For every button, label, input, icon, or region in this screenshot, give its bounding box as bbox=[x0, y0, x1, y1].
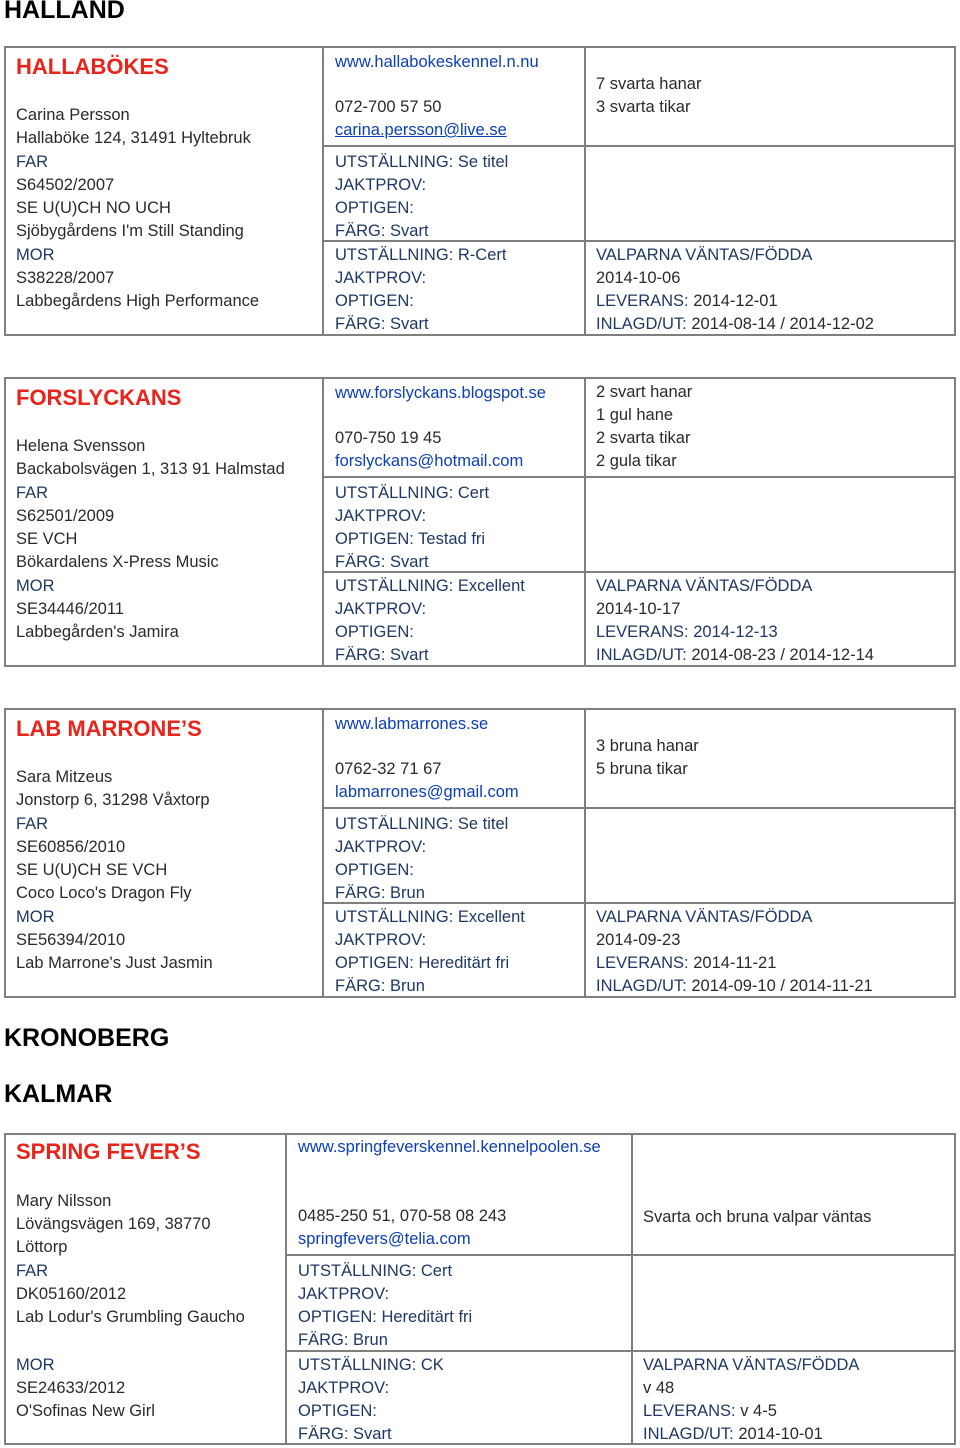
far-label: FAR bbox=[16, 1262, 49, 1280]
mor-optigen: OPTIGEN: bbox=[335, 292, 414, 310]
owner-address: Backabolsvägen 1, 313 91 Halmstad bbox=[16, 460, 285, 478]
contact-column bbox=[285, 1135, 633, 1443]
owner-name: Carina Persson bbox=[16, 106, 130, 124]
row-divider bbox=[287, 1254, 635, 1256]
email-link[interactable]: labmarrones@gmail.com bbox=[335, 783, 519, 801]
mor-jaktprov: JAKTPROV: bbox=[298, 1379, 390, 1397]
puppy-count-2: 5 bruna tikar bbox=[596, 760, 688, 778]
inlagd-row: INLAGD/UT: 2014-08-14 / 2014-12-02 bbox=[596, 315, 874, 333]
puppy-count-1: 2 svart hanar bbox=[596, 383, 693, 401]
owner-column bbox=[6, 48, 322, 334]
mor-label: MOR bbox=[16, 908, 55, 926]
owner-column bbox=[6, 1135, 285, 1443]
row-divider bbox=[586, 145, 954, 147]
owner-address: Hallaböke 124, 31491 Hyltebruk bbox=[16, 129, 251, 147]
contact-column bbox=[322, 710, 586, 996]
mor-reg: SE34446/2011 bbox=[16, 600, 124, 618]
leverans-row: LEVERANS: 2014-11-21 bbox=[596, 954, 777, 972]
far-optigen: OPTIGEN: Hereditärt fri bbox=[298, 1308, 473, 1326]
row-divider bbox=[287, 1350, 635, 1352]
mor-utstallning: UTSTÄLLNING: Excellent bbox=[335, 577, 525, 595]
row-divider bbox=[586, 476, 954, 478]
far-name: Bökardalens X-Press Music bbox=[16, 553, 219, 571]
mor-name: Labbegården's Jamira bbox=[16, 623, 179, 641]
mor-optigen: OPTIGEN: bbox=[298, 1402, 377, 1420]
far-jaktprov: JAKTPROV: bbox=[335, 507, 427, 525]
mor-reg: SE24633/2012 bbox=[16, 1379, 126, 1397]
kennel-name: SPRING FEVER’S bbox=[16, 1139, 201, 1164]
mor-utstallning: UTSTÄLLNING: CK bbox=[298, 1356, 444, 1374]
valparna-label: VALPARNA VÄNTAS/FÖDDA bbox=[643, 1356, 860, 1374]
region-heading-kronoberg: KRONOBERG bbox=[4, 1024, 170, 1052]
website-link[interactable]: www.labmarrones.se bbox=[335, 715, 489, 733]
website-link[interactable]: www.springfeverskennel.kennelpoolen.se bbox=[298, 1138, 601, 1156]
valparna-label: VALPARNA VÄNTAS/FÖDDA bbox=[596, 908, 813, 926]
mor-utstallning: UTSTÄLLNING: R-Cert bbox=[335, 246, 507, 264]
owner-address: Jonstorp 6, 31298 Våxtorp bbox=[16, 791, 210, 809]
leverans-row: LEVERANS: v 4-5 bbox=[643, 1402, 777, 1420]
mor-farg: FÄRG: Svart bbox=[298, 1425, 392, 1443]
mor-name: O'Sofinas New Girl bbox=[16, 1402, 155, 1420]
far-titles: SE U(U)CH SE VCH bbox=[16, 861, 168, 879]
kennel-card-hallabokes bbox=[4, 46, 956, 336]
fodda-date: 2014-09-23 bbox=[596, 931, 681, 949]
mor-label: MOR bbox=[16, 246, 55, 264]
region-heading-kalmar: KALMAR bbox=[4, 1080, 113, 1108]
puppy-count-4: 2 gula tikar bbox=[596, 452, 677, 470]
mor-farg: FÄRG: Svart bbox=[335, 315, 429, 333]
row-divider bbox=[586, 240, 954, 242]
far-optigen: OPTIGEN: bbox=[335, 199, 414, 217]
mor-name: Labbegårdens High Performance bbox=[16, 292, 260, 310]
mor-farg: FÄRG: Svart bbox=[335, 646, 429, 664]
puppy-count-2: 1 gul hane bbox=[596, 406, 674, 424]
puppy-count-2: 3 svarta tikar bbox=[596, 98, 691, 116]
row-divider bbox=[324, 571, 588, 573]
puppy-count-3: 2 svarta tikar bbox=[596, 429, 691, 447]
contact-column bbox=[322, 48, 586, 334]
row-divider bbox=[586, 807, 954, 809]
far-reg: DK05160/2012 bbox=[16, 1285, 127, 1303]
kennel-name: HALLABÖKES bbox=[16, 54, 169, 79]
mor-optigen: OPTIGEN: bbox=[335, 623, 414, 641]
email-link[interactable]: springfevers@telia.com bbox=[298, 1230, 471, 1248]
far-jaktprov: JAKTPROV: bbox=[335, 176, 427, 194]
far-utstallning: UTSTÄLLNING: Cert bbox=[335, 484, 490, 502]
row-divider bbox=[586, 571, 954, 573]
mor-jaktprov: JAKTPROV: bbox=[335, 600, 427, 618]
kennel-card-lab-marrones bbox=[4, 708, 956, 998]
mor-reg: S38228/2007 bbox=[16, 269, 115, 287]
far-reg: S64502/2007 bbox=[16, 176, 115, 194]
website-link[interactable]: www.hallabokeskennel.n.nu bbox=[335, 53, 539, 71]
contact-column bbox=[322, 379, 586, 665]
website-link[interactable]: www.forslyckans.blogspot.se bbox=[335, 384, 546, 402]
kennel-name: LAB MARRONE’S bbox=[16, 716, 202, 741]
owner-address-line1: Lövängsvägen 169, 38770 bbox=[16, 1215, 211, 1233]
far-reg: SE60856/2010 bbox=[16, 838, 126, 856]
litter-column bbox=[584, 48, 954, 334]
owner-name: Helena Svensson bbox=[16, 437, 146, 455]
phone-number: 0485-250 51, 070-58 08 243 bbox=[298, 1207, 507, 1225]
kennel-card-spring-fevers bbox=[4, 1133, 956, 1445]
owner-column bbox=[6, 710, 322, 996]
leverans-row: LEVERANS: 2014-12-01 bbox=[596, 292, 778, 310]
owner-address-line2: Löttorp bbox=[16, 1238, 68, 1256]
litter-column bbox=[584, 379, 954, 665]
leverans-row: LEVERANS: 2014-12-13 bbox=[596, 623, 778, 641]
owner-name: Sara Mitzeus bbox=[16, 768, 113, 786]
far-utstallning: UTSTÄLLNING: Cert bbox=[298, 1262, 453, 1280]
far-label: FAR bbox=[16, 153, 49, 171]
far-name: Lab Lodur's Grumbling Gaucho bbox=[16, 1308, 245, 1326]
far-optigen: OPTIGEN: bbox=[335, 861, 414, 879]
row-divider bbox=[324, 145, 588, 147]
phone-number: 072-700 57 50 bbox=[335, 98, 442, 116]
far-label: FAR bbox=[16, 484, 49, 502]
far-jaktprov: JAKTPROV: bbox=[298, 1285, 390, 1303]
fodda-date: 2014-10-17 bbox=[596, 600, 681, 618]
far-farg: FÄRG: Svart bbox=[335, 553, 429, 571]
mor-label: MOR bbox=[16, 577, 55, 595]
far-label: FAR bbox=[16, 815, 49, 833]
far-name: Sjöbygårdens I'm Still Standing bbox=[16, 222, 244, 240]
far-farg: FÄRG: Brun bbox=[298, 1331, 388, 1349]
litter-column bbox=[584, 710, 954, 996]
region-heading-halland: HALLAND bbox=[4, 0, 125, 24]
fodda-date: 2014-10-06 bbox=[596, 269, 681, 287]
far-farg: FÄRG: Brun bbox=[335, 884, 425, 902]
far-titles: SE U(U)CH NO UCH bbox=[16, 199, 171, 217]
kennel-name: FORSLYCKANS bbox=[16, 385, 182, 410]
valparna-label: VALPARNA VÄNTAS/FÖDDA bbox=[596, 246, 813, 264]
row-divider bbox=[324, 240, 588, 242]
mor-name: Lab Marrone's Just Jasmin bbox=[16, 954, 213, 972]
row-divider bbox=[633, 1350, 954, 1352]
mor-utstallning: UTSTÄLLNING: Excellent bbox=[335, 908, 525, 926]
far-jaktprov: JAKTPROV: bbox=[335, 838, 427, 856]
inlagd-row: INLAGD/UT: 2014-08-23 / 2014-12-14 bbox=[596, 646, 874, 664]
litter-column bbox=[631, 1135, 954, 1443]
mor-jaktprov: JAKTPROV: bbox=[335, 269, 427, 287]
puppies-note: Svarta och bruna valpar väntas bbox=[643, 1208, 872, 1226]
mor-reg: SE56394/2010 bbox=[16, 931, 126, 949]
far-titles: SE VCH bbox=[16, 530, 78, 548]
puppy-count-1: 3 bruna hanar bbox=[596, 737, 699, 755]
row-divider bbox=[633, 1254, 954, 1256]
far-utstallning: UTSTÄLLNING: Se titel bbox=[335, 815, 509, 833]
row-divider bbox=[324, 476, 588, 478]
inlagd-row: INLAGD/UT: 2014-10-01 bbox=[643, 1425, 823, 1443]
far-optigen: OPTIGEN: Testad fri bbox=[335, 530, 486, 548]
far-utstallning: UTSTÄLLNING: Se titel bbox=[335, 153, 509, 171]
kennel-card-forslyckans bbox=[4, 377, 956, 667]
row-divider bbox=[324, 807, 588, 809]
email-link[interactable]: carina.persson@live.se bbox=[335, 121, 507, 139]
row-divider bbox=[586, 902, 954, 904]
inlagd-row: INLAGD/UT: 2014-09-10 / 2014-11-21 bbox=[596, 977, 873, 995]
email-link[interactable]: forslyckans@hotmail.com bbox=[335, 452, 524, 470]
phone-number: 070-750 19 45 bbox=[335, 429, 442, 447]
puppy-count-1: 7 svarta hanar bbox=[596, 75, 702, 93]
phone-number: 0762-32 71 67 bbox=[335, 760, 442, 778]
valparna-label: VALPARNA VÄNTAS/FÖDDA bbox=[596, 577, 813, 595]
fodda-week: v 48 bbox=[643, 1379, 675, 1397]
far-reg: S62501/2009 bbox=[16, 507, 115, 525]
mor-optigen: OPTIGEN: Hereditärt fri bbox=[335, 954, 510, 972]
mor-farg: FÄRG: Brun bbox=[335, 977, 425, 995]
owner-name: Mary Nilsson bbox=[16, 1192, 112, 1210]
mor-jaktprov: JAKTPROV: bbox=[335, 931, 427, 949]
owner-column bbox=[6, 379, 322, 665]
far-name: Coco Loco's Dragon Fly bbox=[16, 884, 192, 902]
row-divider bbox=[324, 902, 588, 904]
mor-label: MOR bbox=[16, 1356, 55, 1374]
far-farg: FÄRG: Svart bbox=[335, 222, 429, 240]
